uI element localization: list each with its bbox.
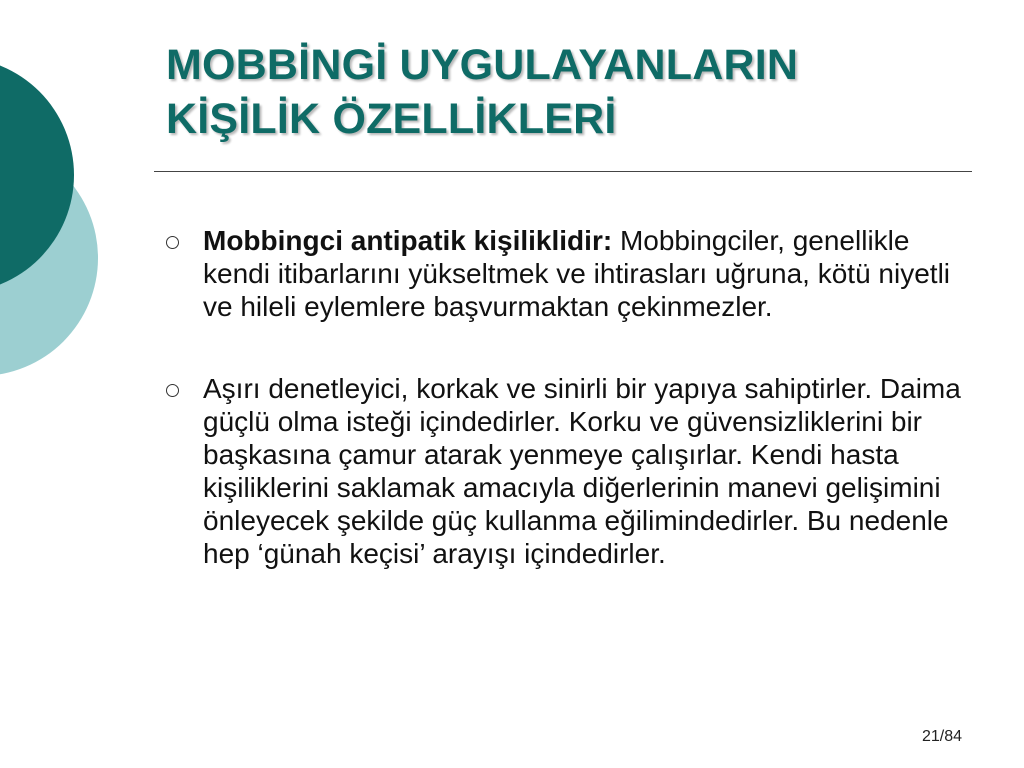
bullet-list (164, 224, 964, 570)
slide-title-line-1: MOBBİNGİ UYGULAYANLARIN (166, 41, 799, 89)
title-divider (154, 171, 972, 172)
hollow-circle-bullet-icon (166, 384, 179, 397)
bullet-bold-lead: Mobbingci antipatik kişiliklidir: (203, 225, 613, 256)
bullet-item (164, 372, 964, 570)
slide-title (166, 38, 986, 146)
bullet-text: Mobbingciler, genellikle kendi itibarlarını yükseltmek ve ihtirasları uğruna, kötü niyetli ve hileli eylemlere başvurmaktan çekinmezler. (203, 225, 951, 322)
bullet-text: Aşırı denetleyici, korkak ve sinirli bir yapıya sahiptirler. Daima güçlü olma isteği içindedirler. Korku ve güvensizliklerini bir başkasına çamur atarak yenmeye çalışırlar. Kendi hasta kişiliklerini saklamak amacıyla diğerlerinin manevi gelişimini önleyecek şekilde güç kullanma eğilimindedirler. Bu nedenle hep ‘günah keçisi’ arayışı içindedirler. (203, 373, 961, 569)
decorative-circles (0, 0, 140, 420)
hollow-circle-bullet-icon (166, 236, 179, 249)
bullet-item (164, 224, 964, 323)
slide-title-line-2: KİŞİLİK ÖZELLİKLERİ (166, 95, 617, 143)
page-number: 21/84 (921, 728, 962, 745)
